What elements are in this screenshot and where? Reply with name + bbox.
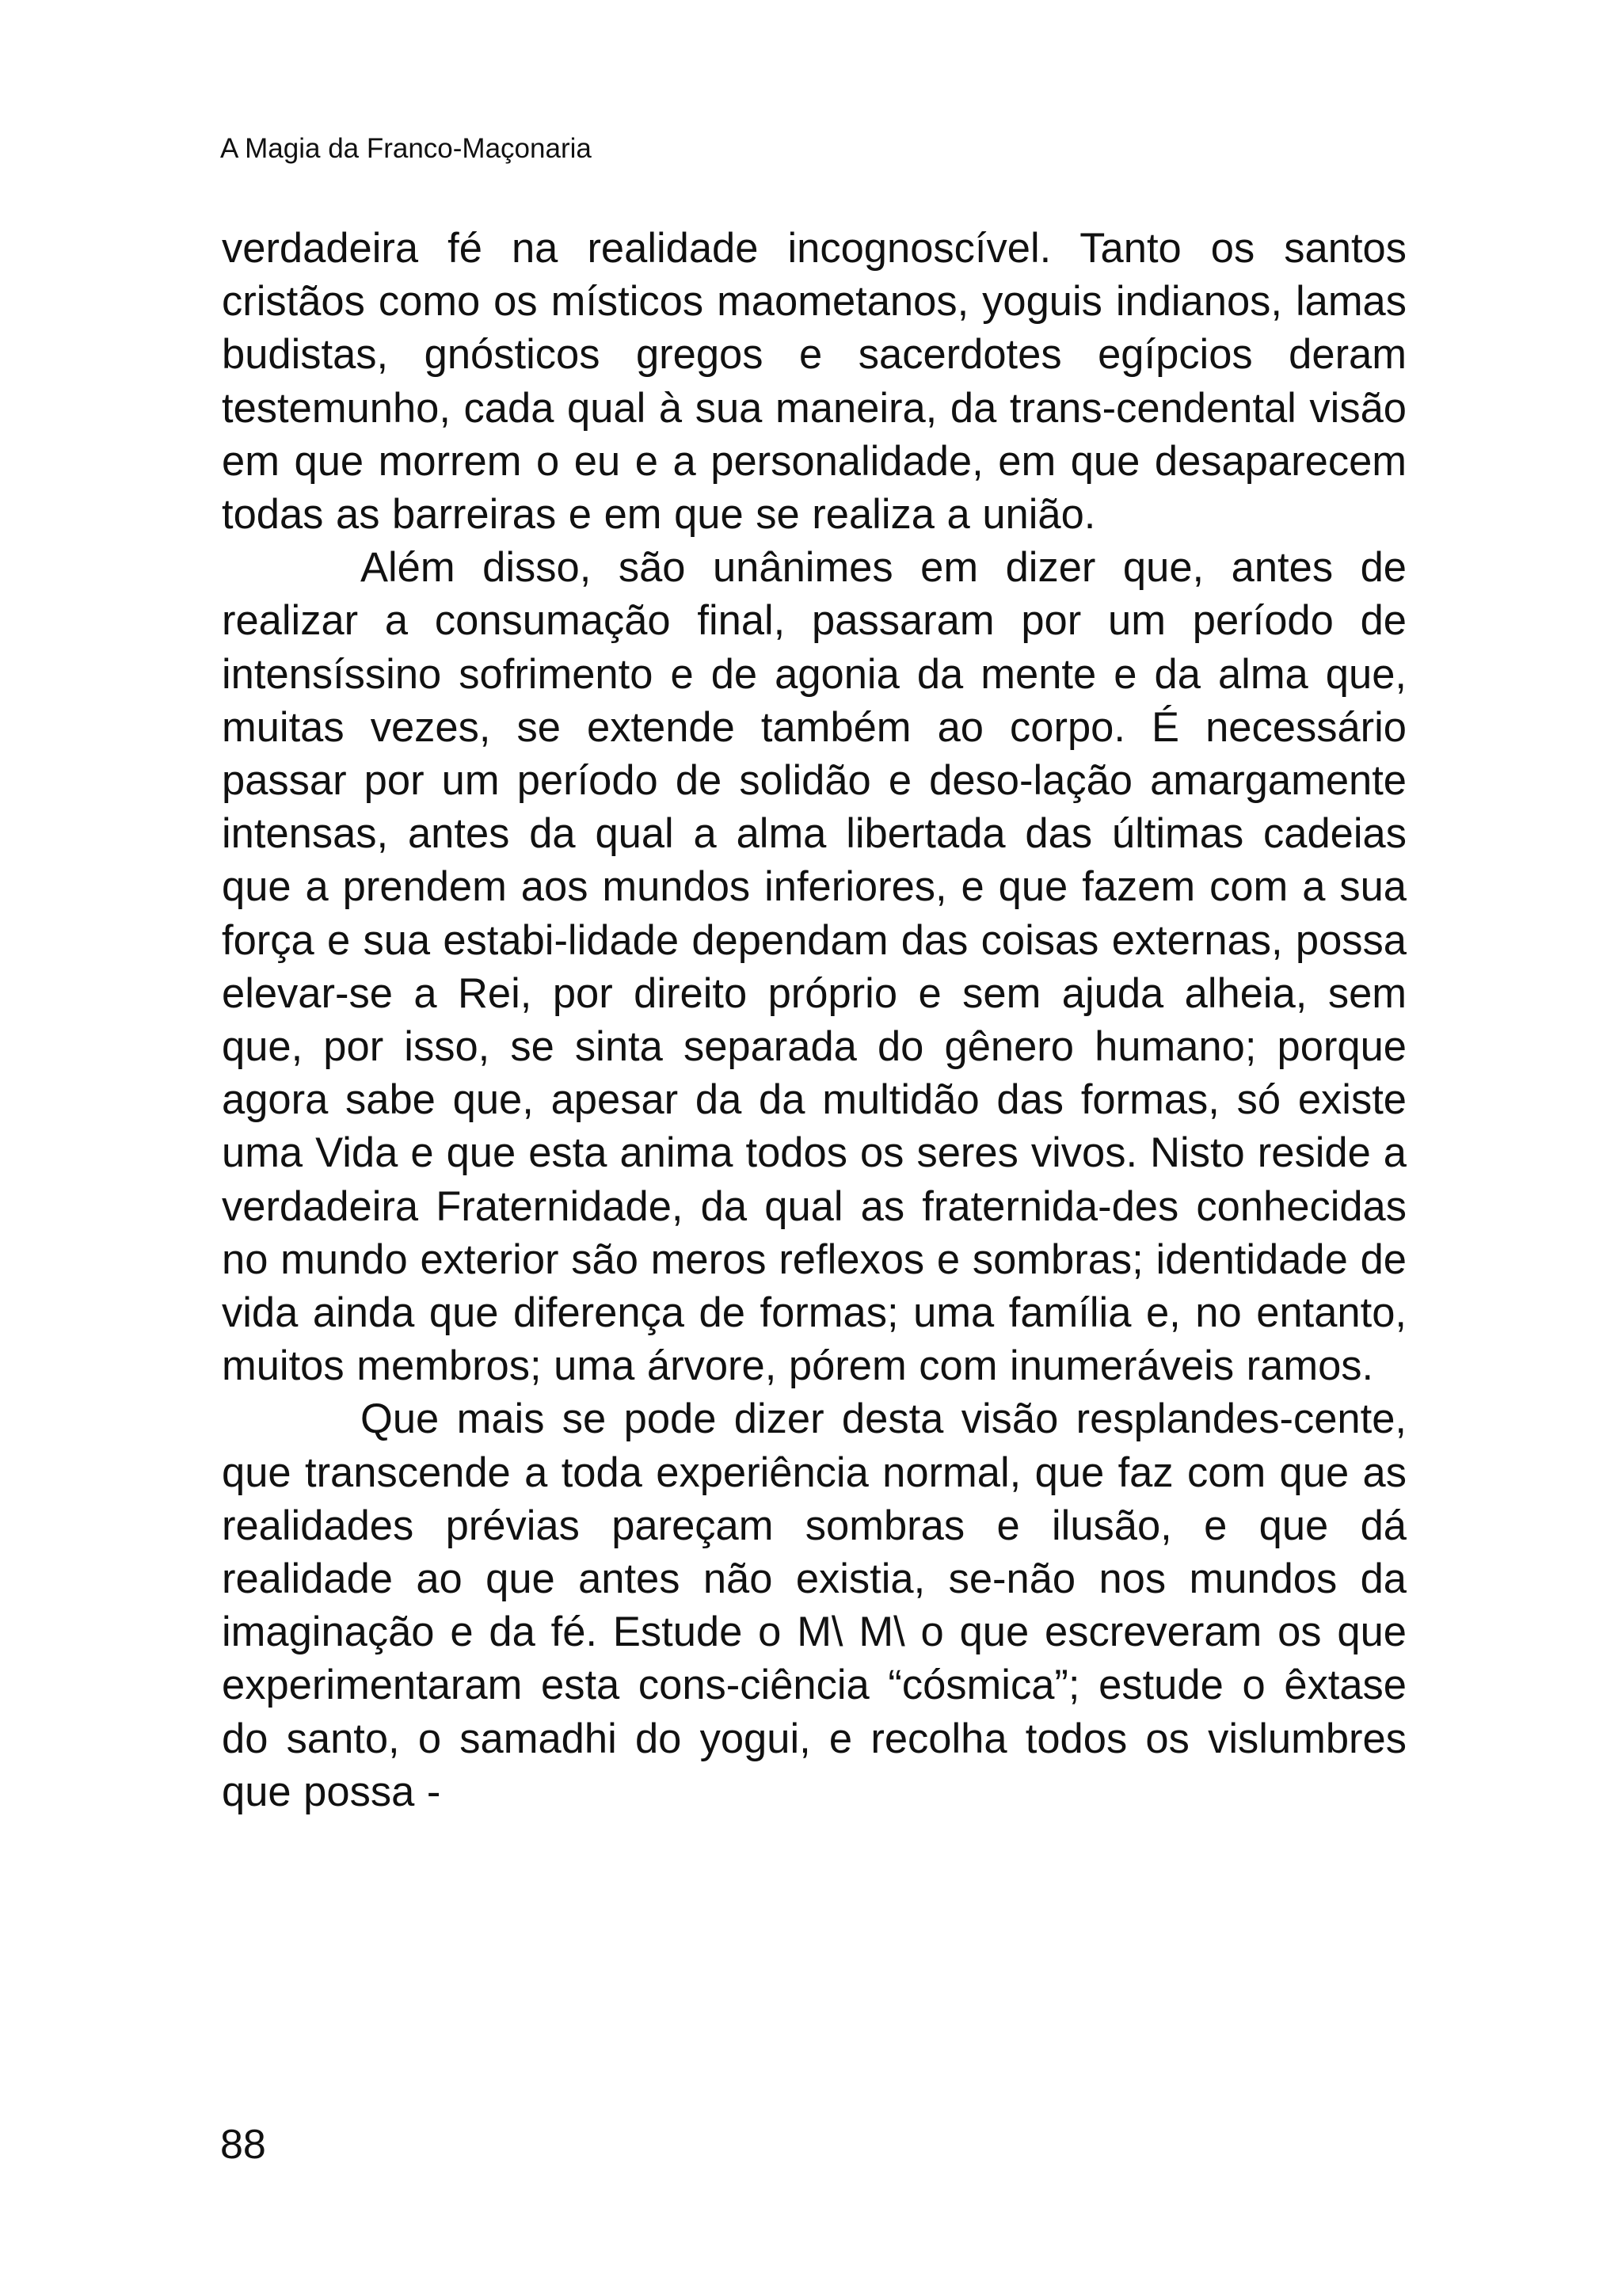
page-number: 88 <box>220 2122 266 2168</box>
paragraph-2: Além disso, são unânimes em dizer que, antes de realizar a consumação final, passaram por um período de intensíssino sofrimento e de agonia da mente e da alma que, muitas vezes, se extende também ao corpo. É necessário passar por um período de solidão e deso-lação amargamente intensas, antes da qual a alma libertada das últimas cadeias que a prendem aos mundos inferiores, e que fazem com a sua força e sua estabi-lidade dependam das coisas externas, possa elevar-se a Rei, por direito próprio e sem ajuda alheia, sem que, por isso, se sinta separada do gênero humano; porque agora sabe que, apesar da da multidão das formas, só existe uma Vida e que esta anima todos os seres vivos. Nisto reside a verdadeira Fraternidade, da qual as fraternida-des conhecidas no mundo exterior são meros reflexos e sombras; identidade de vida ainda que diferença de formas; uma família e, no entanto, muitos membros; uma árvore, pórem com inumeráveis ramos. <box>222 544 1407 1390</box>
running-header: A Magia da Franco-Maçonaria <box>220 133 592 164</box>
paragraph-3: Que mais se pode dizer desta visão resplandes-cente, que transcende a toda experiência normal, que faz com que as realidades prévias pareçam sombras e ilusão, e que dá realidade ao que antes não existia, se-não nos mundos da imaginação e da fé. Estude o M\ M\ o que escreveram os que experimentaram esta cons-ciência “cósmica”; estude o êxtase do santo, o samadhi do yogui, e recolha todos os vislumbres que possa - <box>222 1395 1407 1815</box>
paragraph-1: verdadeira fé na realidade incognoscível. Tanto os santos cristãos como os místicos maometanos, yoguis indianos, lamas budistas, gnósticos gregos e sacerdotes egípcios deram testemunho, cada qual à sua maneira, da trans-cendental visão em que morrem o eu e a personalidade, em que desaparecem todas as barreiras e em que se realiza a união. <box>222 225 1407 539</box>
body-text <box>222 222 1407 1818</box>
